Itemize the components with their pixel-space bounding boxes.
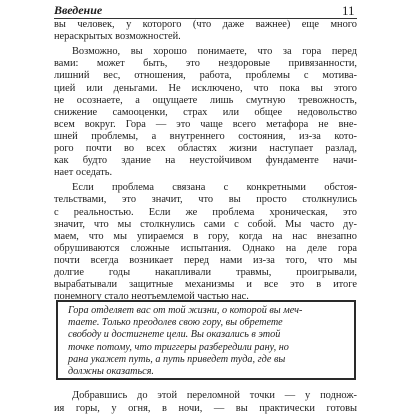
quote-line: точке потому, что триггеры разбередили рану, но <box>68 341 289 353</box>
text-line: цией или деньгами. Не исключено, что пока вы этого <box>54 82 357 94</box>
text-line: вырабатывали защитные механизмы и все это в итоге <box>54 279 357 291</box>
text-line: значит, что мы столкнулись сами с собой. Мы часто ду- <box>54 218 357 230</box>
text-line: вами: может быть, это нездоровые привязанности, <box>54 58 357 70</box>
quote-line: Гора отделяет вас от той жизни, о которой вы меч- <box>68 305 303 316</box>
text-line: Если проблема связана с конкретными обстоя- <box>72 182 357 194</box>
text-line: ия горы, у огня, в ночи, — вы практически готовы <box>54 403 357 414</box>
quote-line: свободу и достигнете цели. Вы оказались в этой <box>68 329 281 341</box>
text-line: обрушиваются сложные испытания. Однако на деле гора <box>54 242 357 254</box>
text-line: не осознаете, а ощущаете лишь смутную тревожность, <box>54 94 357 106</box>
page-header-chapter: Введение <box>54 3 103 17</box>
quote-line: должны оказаться. <box>68 366 154 377</box>
text-line: снижение самооценки, страх или общее недовольство <box>54 106 357 118</box>
text-line: шней проблемы, а внутреннего состояния, из-за кото- <box>54 130 357 142</box>
text-line: долгие годы накапливали травмы, проигрывали, <box>54 267 357 278</box>
text-line: нает оседать. <box>54 167 113 179</box>
text-line: как будто здание на неустойчивом фундаменте начи- <box>54 155 357 167</box>
text-line: Возможно, вы хорошо понимаете, что за гора перед <box>72 46 357 58</box>
quote-line: рана укажет путь, а путь приведет туда, где вы <box>68 353 286 365</box>
text-line: Добравшись до этой переломной точки — у поднож- <box>72 390 357 401</box>
text-line: всем вокруг. Гора — это чаще всего метафора не вне- <box>54 118 357 130</box>
text-line: рого почти во всех областях жизни наступает разлад, <box>54 143 357 154</box>
text-line: с реальностью. Если же проблема хроническая, это <box>54 206 357 218</box>
text-line: тельствами, это значит, что вы просто столкнулись <box>54 194 357 206</box>
text-line: вы человек, у которого (что даже важнее) еще много <box>54 19 357 30</box>
text-line: нераскрытых возможностей. <box>54 31 181 43</box>
text-line: лишний вес, отношения, работа, проблемы с мотива- <box>54 70 357 82</box>
text-line: маем, что мы упираемся в гору, когда на нас внезапно <box>54 230 357 242</box>
text-line: понемногу стало неотъемлемой частью нас. <box>54 291 249 303</box>
page-number: 11 <box>342 3 355 18</box>
quote-line: таете. Только преодолев свою гору, вы обретете <box>68 317 283 329</box>
text-line: почти всегда возникает перед нами из-за того, что мы <box>54 254 357 266</box>
